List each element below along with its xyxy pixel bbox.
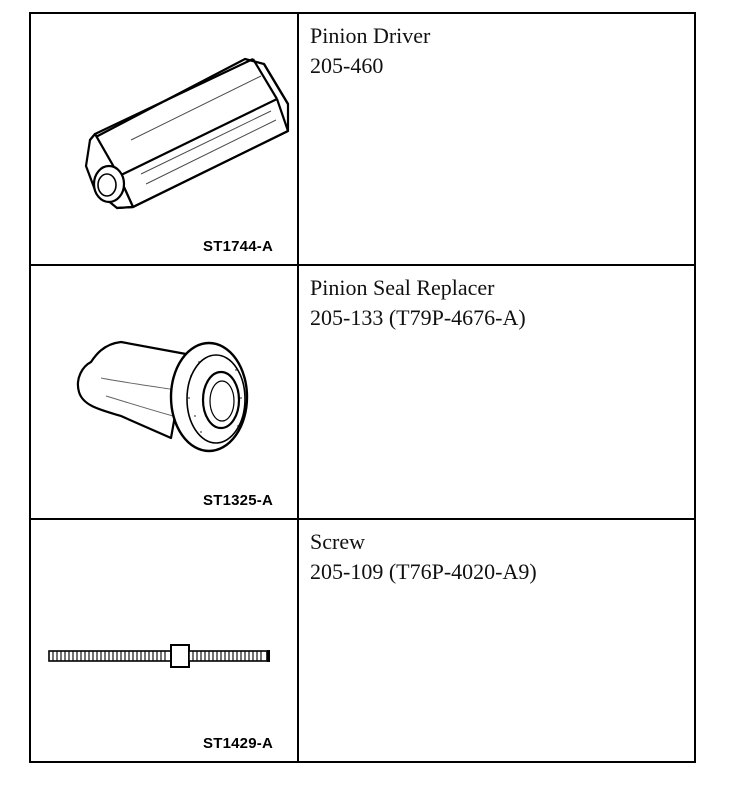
tool-number: 205-109 (T76P-4020-A9) bbox=[310, 559, 537, 584]
tool-number: 205-460 bbox=[310, 53, 384, 78]
art-code-label: ST1744-A bbox=[203, 238, 273, 255]
tool-row-pinion-seal-replacer bbox=[31, 266, 694, 520]
special-tools-table bbox=[29, 12, 696, 763]
hex-socket-driver-icon bbox=[31, 14, 297, 264]
tool-image-cell bbox=[31, 266, 299, 518]
tool-row-screw bbox=[31, 520, 694, 761]
tool-name: Screw bbox=[310, 529, 365, 554]
tool-description-cell bbox=[299, 14, 694, 264]
tool-image-cell bbox=[31, 520, 299, 761]
tool-row-pinion-driver bbox=[31, 14, 694, 266]
tool-description-cell bbox=[299, 520, 694, 761]
seal-replacer-icon bbox=[31, 266, 297, 518]
tool-name: Pinion Seal Replacer bbox=[310, 275, 495, 300]
art-code-label: ST1325-A bbox=[203, 492, 273, 509]
tool-name: Pinion Driver bbox=[310, 23, 431, 48]
threaded-screw-icon bbox=[31, 520, 297, 759]
tool-number: 205-133 (T79P-4676-A) bbox=[310, 305, 526, 330]
art-code-label: ST1429-A bbox=[203, 735, 273, 752]
tool-description-cell bbox=[299, 266, 694, 518]
tool-image-cell bbox=[31, 14, 299, 264]
